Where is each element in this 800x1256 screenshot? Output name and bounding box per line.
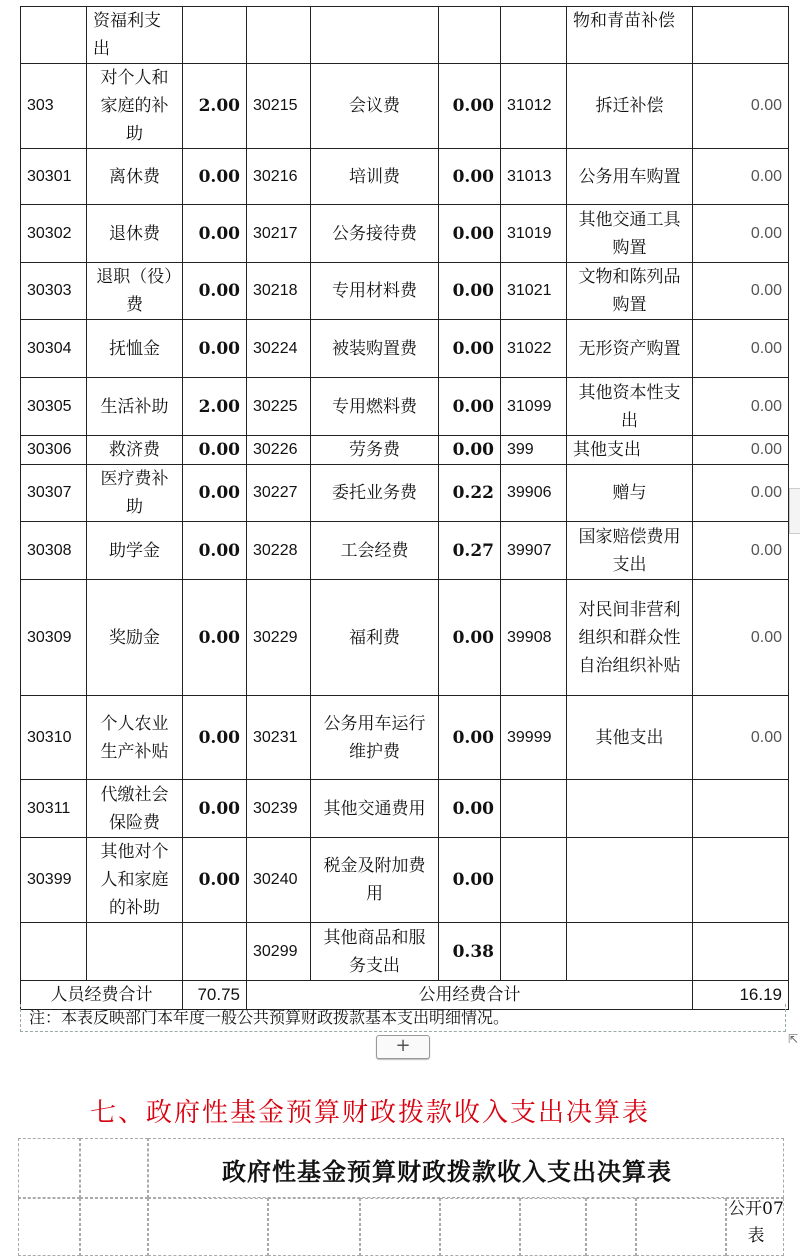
table-row xyxy=(21,696,789,780)
table-row xyxy=(21,838,789,923)
cell-code: 30299 xyxy=(247,923,311,981)
cell-code: 30309 xyxy=(21,580,87,696)
cell-name: 抚恤金 xyxy=(87,320,183,378)
grid-cell xyxy=(586,1198,636,1256)
grid-cell xyxy=(440,1198,520,1256)
cell-code xyxy=(21,923,87,981)
cell-amount: 0.00 xyxy=(183,263,247,320)
table-row xyxy=(21,263,789,320)
cell-amount: 0.00 xyxy=(183,320,247,378)
cell-code: 30302 xyxy=(21,205,87,263)
cell-amount xyxy=(693,838,789,923)
cell-code: 30306 xyxy=(21,436,87,465)
cell-amount: 0.00 xyxy=(693,696,789,780)
cell-name: 医疗费补助 xyxy=(87,465,183,522)
cell-amount: 0.00 xyxy=(183,838,247,923)
cell-code: 30231 xyxy=(247,696,311,780)
grid-cell xyxy=(360,1198,440,1256)
cell-name: 赠与 xyxy=(567,465,693,522)
cell-name: 奖励金 xyxy=(87,580,183,696)
cell-code: 30225 xyxy=(247,378,311,436)
table-row xyxy=(21,580,789,696)
cell-code: 30311 xyxy=(21,780,87,838)
cell-name xyxy=(311,7,439,64)
cell-amount: 0.00 xyxy=(183,580,247,696)
cell-amount: 0.00 xyxy=(439,205,501,263)
cell-code: 303 xyxy=(21,64,87,149)
cell-code xyxy=(501,780,567,838)
cell-code xyxy=(247,7,311,64)
cell-amount: 0.00 xyxy=(693,436,789,465)
grid-cell xyxy=(148,1198,268,1256)
cell-amount: 0.00 xyxy=(439,580,501,696)
cell-name: 福利费 xyxy=(311,580,439,696)
cell-code xyxy=(501,7,567,64)
cell-code: 30240 xyxy=(247,838,311,923)
cell-code: 31013 xyxy=(501,149,567,205)
cell-name: 培训费 xyxy=(311,149,439,205)
cell-amount xyxy=(439,7,501,64)
cell-code: 31022 xyxy=(501,320,567,378)
cell-amount: 0.00 xyxy=(693,263,789,320)
cell-name: 生活补助 xyxy=(87,378,183,436)
cell-code: 31099 xyxy=(501,378,567,436)
cell-amount: 0.00 xyxy=(183,149,247,205)
grid-cell xyxy=(18,1138,80,1198)
cell-name: 公务用车运行维护费 xyxy=(311,696,439,780)
cell-code: 30224 xyxy=(247,320,311,378)
table-title: 政府性基金预算财政拨款收入支出决算表 xyxy=(222,1158,672,1186)
cell-amount: 2.00 xyxy=(183,64,247,149)
cell-name: 其他交通费用 xyxy=(311,780,439,838)
cell-name: 对民间非营利组织和群众性自治组织补贴 xyxy=(567,580,693,696)
cell-amount: 2.00 xyxy=(183,378,247,436)
grid-cell xyxy=(80,1138,148,1198)
cell-amount: 0.00 xyxy=(693,465,789,522)
cell-amount: 0.00 xyxy=(183,696,247,780)
cell-amount xyxy=(693,923,789,981)
cell-amount xyxy=(183,7,247,64)
cell-amount: 0.00 xyxy=(693,205,789,263)
personnel-total-value: 70.75 xyxy=(183,981,247,1010)
cell-code: 30239 xyxy=(247,780,311,838)
cell-code: 30229 xyxy=(247,580,311,696)
cell-name xyxy=(87,923,183,981)
resize-corner-icon[interactable]: ⇱ xyxy=(787,1032,798,1046)
cell-name: 其他支出 xyxy=(567,696,693,780)
cell-name: 公务接待费 xyxy=(311,205,439,263)
cell-amount: 0.00 xyxy=(439,838,501,923)
scroll-edge-handle[interactable] xyxy=(789,488,800,534)
table-number-label: 公开07表 xyxy=(728,1199,784,1246)
cell-name: 救济费 xyxy=(87,436,183,465)
grid-cell xyxy=(636,1198,726,1256)
cell-code: 30228 xyxy=(247,522,311,580)
cell-amount: 0.00 xyxy=(183,436,247,465)
cell-code: 39907 xyxy=(501,522,567,580)
cell-name: 会议费 xyxy=(311,64,439,149)
cell-amount: 0.00 xyxy=(439,436,501,465)
cell-code: 399 xyxy=(501,436,567,465)
cell-amount: 0.00 xyxy=(439,378,501,436)
cell-code: 39908 xyxy=(501,580,567,696)
expenditure-detail-table xyxy=(20,6,789,1010)
cell-amount: 0.00 xyxy=(693,320,789,378)
table-row xyxy=(21,64,789,149)
cell-name: 助学金 xyxy=(87,522,183,580)
cell-name: 文物和陈列品购置 xyxy=(567,263,693,320)
cell-amount: 0.00 xyxy=(439,696,501,780)
cell-amount: 0.00 xyxy=(439,780,501,838)
cell-amount: 0.38 xyxy=(439,923,501,981)
table-row xyxy=(21,7,789,64)
cell-name: 专用燃料费 xyxy=(311,378,439,436)
cell-name: 工会经费 xyxy=(311,522,439,580)
cell-code: 30303 xyxy=(21,263,87,320)
cell-name: 物和青苗补偿 xyxy=(567,7,693,64)
cell-name: 其他交通工具购置 xyxy=(567,205,693,263)
grid-cell xyxy=(18,1198,80,1256)
cell-name: 专用材料费 xyxy=(311,263,439,320)
table-row xyxy=(21,522,789,580)
cell-amount: 0.00 xyxy=(183,205,247,263)
table-row xyxy=(21,436,789,465)
cell-name: 公务用车购置 xyxy=(567,149,693,205)
cell-name xyxy=(567,838,693,923)
cell-name: 劳务费 xyxy=(311,436,439,465)
public-total-value: 16.19 xyxy=(693,981,789,1010)
cell-code: 30310 xyxy=(21,696,87,780)
cell-name: 离休费 xyxy=(87,149,183,205)
cell-amount: 0.00 xyxy=(183,465,247,522)
cell-code: 30304 xyxy=(21,320,87,378)
cell-code: 30217 xyxy=(247,205,311,263)
cell-code: 30308 xyxy=(21,522,87,580)
cell-code: 39999 xyxy=(501,696,567,780)
cell-name: 国家赔偿费用支出 xyxy=(567,522,693,580)
cell-code: 30305 xyxy=(21,378,87,436)
cell-amount: 0.00 xyxy=(693,378,789,436)
cell-amount: 0.00 xyxy=(439,320,501,378)
cell-amount: 0.22 xyxy=(439,465,501,522)
cell-amount xyxy=(693,780,789,838)
cell-name: 税金及附加费用 xyxy=(311,838,439,923)
cell-code: 30227 xyxy=(247,465,311,522)
cell-name: 委托业务费 xyxy=(311,465,439,522)
cell-amount: 0.27 xyxy=(439,522,501,580)
cell-code: 31021 xyxy=(501,263,567,320)
personnel-total-label: 人员经费合计 xyxy=(21,981,183,1010)
cell-code: 30215 xyxy=(247,64,311,149)
public-total-label: 公用经费合计 xyxy=(247,981,693,1010)
cell-code: 30301 xyxy=(21,149,87,205)
cell-code: 30218 xyxy=(247,263,311,320)
table-row xyxy=(21,320,789,378)
table-row xyxy=(21,780,789,838)
table-row xyxy=(21,378,789,436)
cell-code: 30399 xyxy=(21,838,87,923)
cell-amount: 0.00 xyxy=(439,64,501,149)
cell-amount: 0.00 xyxy=(183,522,247,580)
cell-code: 30216 xyxy=(247,149,311,205)
add-row-button[interactable]: + xyxy=(376,1035,430,1059)
cell-name xyxy=(567,780,693,838)
cell-code: 30307 xyxy=(21,465,87,522)
table-row xyxy=(21,205,789,263)
cell-code xyxy=(21,7,87,64)
cell-amount: 0.00 xyxy=(693,580,789,696)
cell-amount: 0.00 xyxy=(439,149,501,205)
cell-code: 31019 xyxy=(501,205,567,263)
cell-name: 对个人和家庭的补助 xyxy=(87,64,183,149)
cell-name: 其他支出 xyxy=(567,436,693,465)
cell-code: 30226 xyxy=(247,436,311,465)
cell-name: 拆迁补偿 xyxy=(567,64,693,149)
cell-amount xyxy=(183,923,247,981)
cell-amount: 0.00 xyxy=(183,780,247,838)
cell-amount: 0.00 xyxy=(439,263,501,320)
cell-amount: 0.00 xyxy=(693,64,789,149)
cell-name: 其他商品和服务支出 xyxy=(311,923,439,981)
cell-code: 31012 xyxy=(501,64,567,149)
cell-name: 退职（役）费 xyxy=(87,263,183,320)
cell-name: 被装购置费 xyxy=(311,320,439,378)
section-title: 七、政府性基金预算财政拨款收入支出决算表 xyxy=(90,1098,651,1128)
table-row xyxy=(21,465,789,522)
cell-name: 无形资产购置 xyxy=(567,320,693,378)
cell-amount xyxy=(693,7,789,64)
cell-name: 退休费 xyxy=(87,205,183,263)
table-row xyxy=(21,923,789,981)
cell-code: 39906 xyxy=(501,465,567,522)
cell-code xyxy=(501,838,567,923)
cell-amount: 0.00 xyxy=(693,149,789,205)
cell-name: 其他资本性支出 xyxy=(567,378,693,436)
cell-name: 其他对个人和家庭的补助 xyxy=(87,838,183,923)
cell-name xyxy=(567,923,693,981)
table-note: 注：本表反映部门本年度一般公共预算财政拨款基本支出明细情况。 xyxy=(20,1004,786,1032)
table-row xyxy=(21,149,789,205)
grid-cell xyxy=(268,1198,360,1256)
cell-code xyxy=(501,923,567,981)
cell-name: 资福利支出 xyxy=(87,7,183,64)
grid-cell xyxy=(520,1198,586,1256)
cell-name: 代缴社会保险费 xyxy=(87,780,183,838)
grid-cell xyxy=(80,1198,148,1256)
cell-name: 个人农业生产补贴 xyxy=(87,696,183,780)
cell-amount: 0.00 xyxy=(693,522,789,580)
